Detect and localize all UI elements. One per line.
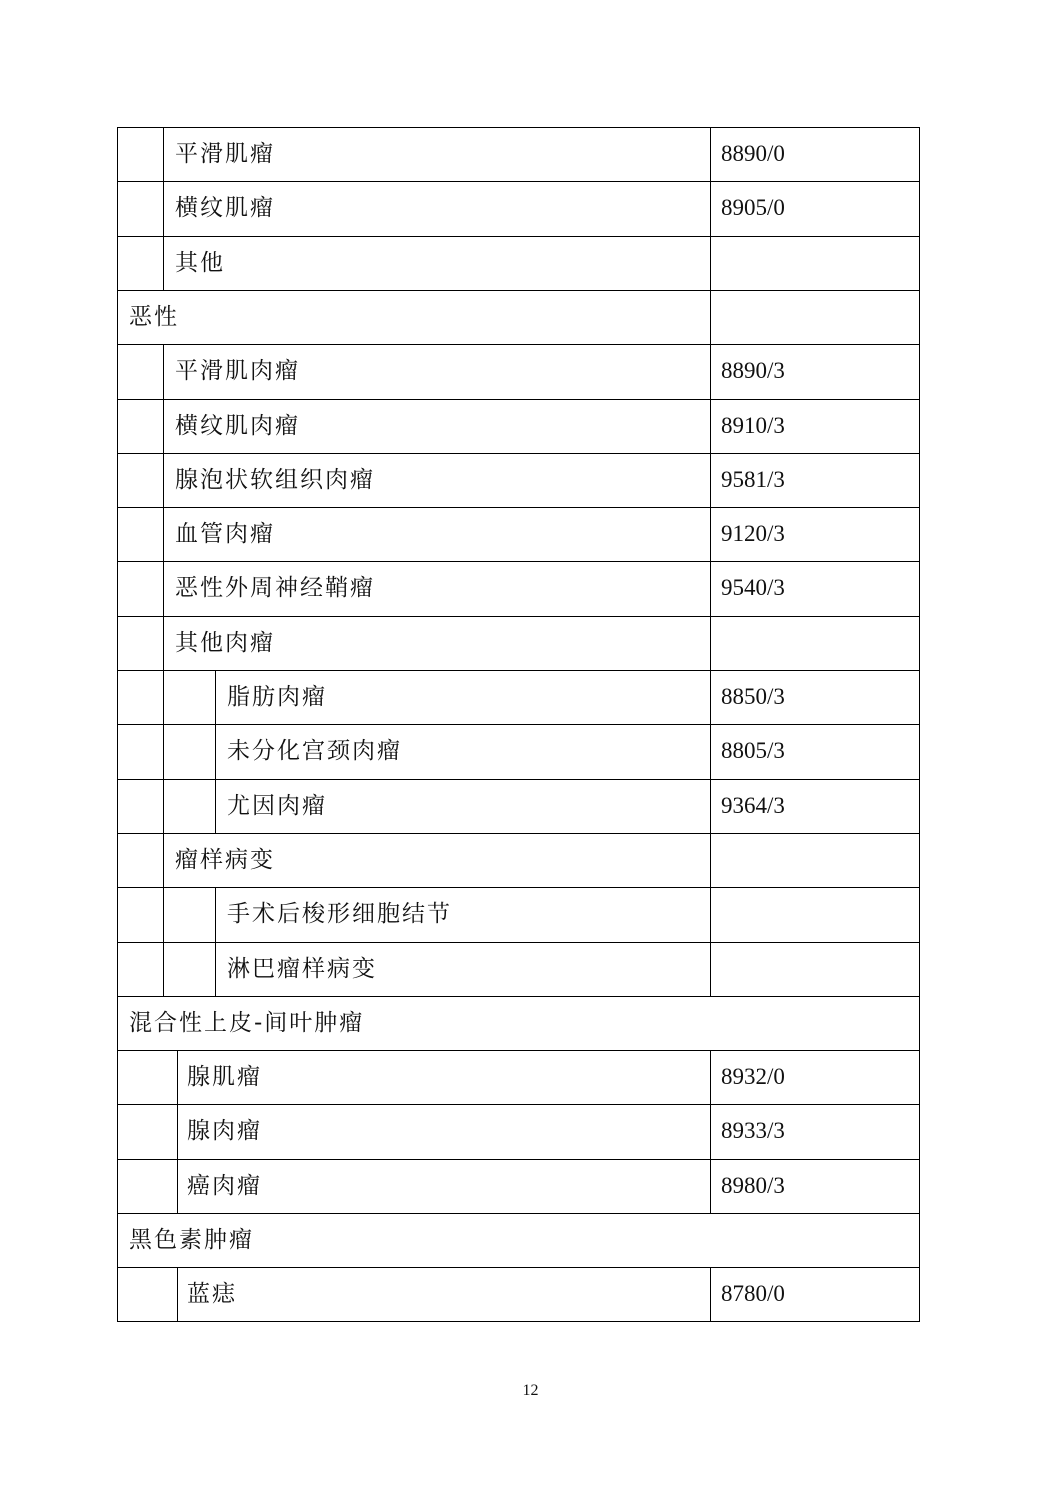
- row-icd-code: 8910/3: [721, 413, 785, 438]
- row-icd-code: 8805/3: [721, 738, 785, 763]
- indent-divider: [163, 833, 164, 887]
- indent-divider: [215, 670, 216, 724]
- code-column-divider: [710, 1050, 711, 1104]
- row-label: 腺泡状软组织肉瘤: [175, 467, 375, 493]
- code-column-divider: [710, 1159, 711, 1213]
- row-label: 黑色素肿瘤: [129, 1227, 254, 1253]
- row-icd-code: 9120/3: [721, 521, 785, 546]
- row-divider: [117, 1213, 920, 1214]
- row-adenomyoma: [117, 1050, 920, 1104]
- code-column-divider: [710, 670, 711, 724]
- table-border-bottom: [117, 1321, 920, 1322]
- row-leiomyoma: [117, 127, 920, 181]
- code-column-divider: [710, 724, 711, 779]
- row-label: 横纹肌肉瘤: [175, 413, 300, 439]
- row-alveolar-soft-part-sarcoma: [117, 453, 920, 507]
- row-label: 恶性: [129, 304, 179, 330]
- code-column-divider: [710, 833, 711, 887]
- row-rhabdomyosarcoma: [117, 399, 920, 453]
- code-column-divider: [710, 507, 711, 561]
- row-divider: [117, 181, 920, 182]
- row-malignant-header: [117, 290, 920, 344]
- row-divider: [117, 887, 920, 888]
- row-mixed-epithelial-mesenchymal-header: [117, 996, 920, 1050]
- row-label: 瘤样病变: [175, 847, 275, 873]
- row-label: 未分化宫颈肉瘤: [227, 738, 402, 764]
- code-column-divider: [710, 399, 711, 453]
- row-melanocytic-header: [117, 1213, 920, 1267]
- indent-divider: [163, 453, 164, 507]
- code-column-divider: [710, 236, 711, 290]
- row-divider: [117, 779, 920, 780]
- row-mpnst: [117, 561, 920, 615]
- row-label: 血管肉瘤: [175, 521, 275, 547]
- row-label: 平滑肌肉瘤: [175, 358, 300, 384]
- row-icd-code: 9364/3: [721, 793, 785, 818]
- row-label: 混合性上皮-间叶肿瘤: [129, 1010, 365, 1036]
- row-label: 腺肌瘤: [187, 1064, 262, 1090]
- row-divider: [117, 561, 920, 562]
- row-icd-code: 8850/3: [721, 684, 785, 709]
- code-column-divider: [710, 344, 711, 399]
- row-divider: [117, 1159, 920, 1160]
- row-divider: [117, 1267, 920, 1268]
- indent-divider: [215, 724, 216, 779]
- row-liposarcoma: [117, 670, 920, 724]
- row-icd-code: 8905/0: [721, 195, 785, 220]
- row-divider: [117, 996, 920, 997]
- indent-divider: [215, 942, 216, 996]
- row-undifferentiated-cervical-sarcoma: [117, 724, 920, 778]
- row-label: 尤因肉瘤: [227, 793, 327, 819]
- row-leiomyosarcoma: [117, 344, 920, 398]
- row-label: 横纹肌瘤: [175, 195, 275, 221]
- row-icd-code: 8890/0: [721, 141, 785, 166]
- row-label: 手术后梭形细胞结节: [227, 901, 452, 927]
- row-other-sarcoma: [117, 616, 920, 670]
- row-postoperative-spindle-cell-nodule: [117, 887, 920, 941]
- code-column-divider: [710, 290, 711, 344]
- page-number: 12: [522, 1382, 539, 1399]
- row-divider: [117, 616, 920, 617]
- indent-divider: [177, 1267, 178, 1322]
- row-carcinosarcoma: [117, 1159, 920, 1213]
- row-label: 平滑肌瘤: [175, 141, 275, 167]
- row-divider: [117, 1104, 920, 1105]
- indent-divider: [163, 561, 164, 616]
- indent-divider: [163, 724, 164, 779]
- indent-divider: [163, 344, 164, 399]
- row-divider: [117, 236, 920, 237]
- row-divider: [117, 507, 920, 508]
- row-tumor-like-lesions: [117, 833, 920, 887]
- code-column-divider: [710, 942, 711, 996]
- row-icd-code: 8933/3: [721, 1118, 785, 1143]
- indent-divider: [163, 127, 164, 181]
- row-divider: [117, 942, 920, 943]
- row-label: 恶性外周神经鞘瘤: [175, 575, 375, 601]
- indent-divider: [215, 887, 216, 942]
- row-divider: [117, 724, 920, 725]
- row-label: 淋巴瘤样病变: [227, 956, 377, 982]
- row-label: 蓝痣: [187, 1281, 237, 1307]
- row-icd-code: 8780/0: [721, 1281, 785, 1306]
- row-divider: [117, 127, 920, 128]
- indent-divider: [163, 670, 164, 724]
- row-blue-nevus: [117, 1267, 920, 1321]
- indent-divider: [163, 887, 164, 942]
- row-icd-code: 8980/3: [721, 1173, 785, 1198]
- indent-divider: [163, 399, 164, 453]
- code-column-divider: [710, 779, 711, 833]
- row-divider: [117, 670, 920, 671]
- row-other-benign: [117, 236, 920, 290]
- row-divider: [117, 453, 920, 454]
- row-label: 其他肉瘤: [175, 630, 275, 656]
- row-divider: [117, 290, 920, 291]
- row-icd-code: 8932/0: [721, 1064, 785, 1089]
- row-rhabdomyoma: [117, 181, 920, 235]
- indent-divider: [215, 779, 216, 833]
- indent-divider: [163, 942, 164, 996]
- row-divider: [117, 1050, 920, 1051]
- code-column-divider: [710, 181, 711, 236]
- indent-divider: [163, 616, 164, 670]
- row-label: 其他: [175, 250, 225, 276]
- indent-divider: [177, 1159, 178, 1213]
- indent-divider: [177, 1050, 178, 1104]
- indent-divider: [163, 507, 164, 561]
- row-label: 癌肉瘤: [187, 1173, 262, 1199]
- row-label: 脂肪肉瘤: [227, 684, 327, 710]
- classification-table: [117, 127, 920, 1322]
- code-column-divider: [710, 453, 711, 507]
- row-ewing-sarcoma: [117, 779, 920, 833]
- row-lymphoma-like-lesion: [117, 942, 920, 996]
- row-divider: [117, 833, 920, 834]
- code-column-divider: [710, 1267, 711, 1322]
- row-divider: [117, 399, 920, 400]
- code-column-divider: [710, 887, 711, 942]
- row-icd-code: 8890/3: [721, 358, 785, 383]
- code-column-divider: [710, 561, 711, 616]
- code-column-divider: [710, 616, 711, 670]
- row-adenosarcoma: [117, 1104, 920, 1158]
- row-icd-code: 9540/3: [721, 575, 785, 600]
- code-column-divider: [710, 127, 711, 181]
- indent-divider: [163, 236, 164, 290]
- row-icd-code: 9581/3: [721, 467, 785, 492]
- code-column-divider: [710, 1104, 711, 1159]
- indent-divider: [163, 779, 164, 833]
- indent-divider: [163, 181, 164, 236]
- row-angiosarcoma: [117, 507, 920, 561]
- indent-divider: [177, 1104, 178, 1159]
- row-label: 腺肉瘤: [187, 1118, 262, 1144]
- row-divider: [117, 344, 920, 345]
